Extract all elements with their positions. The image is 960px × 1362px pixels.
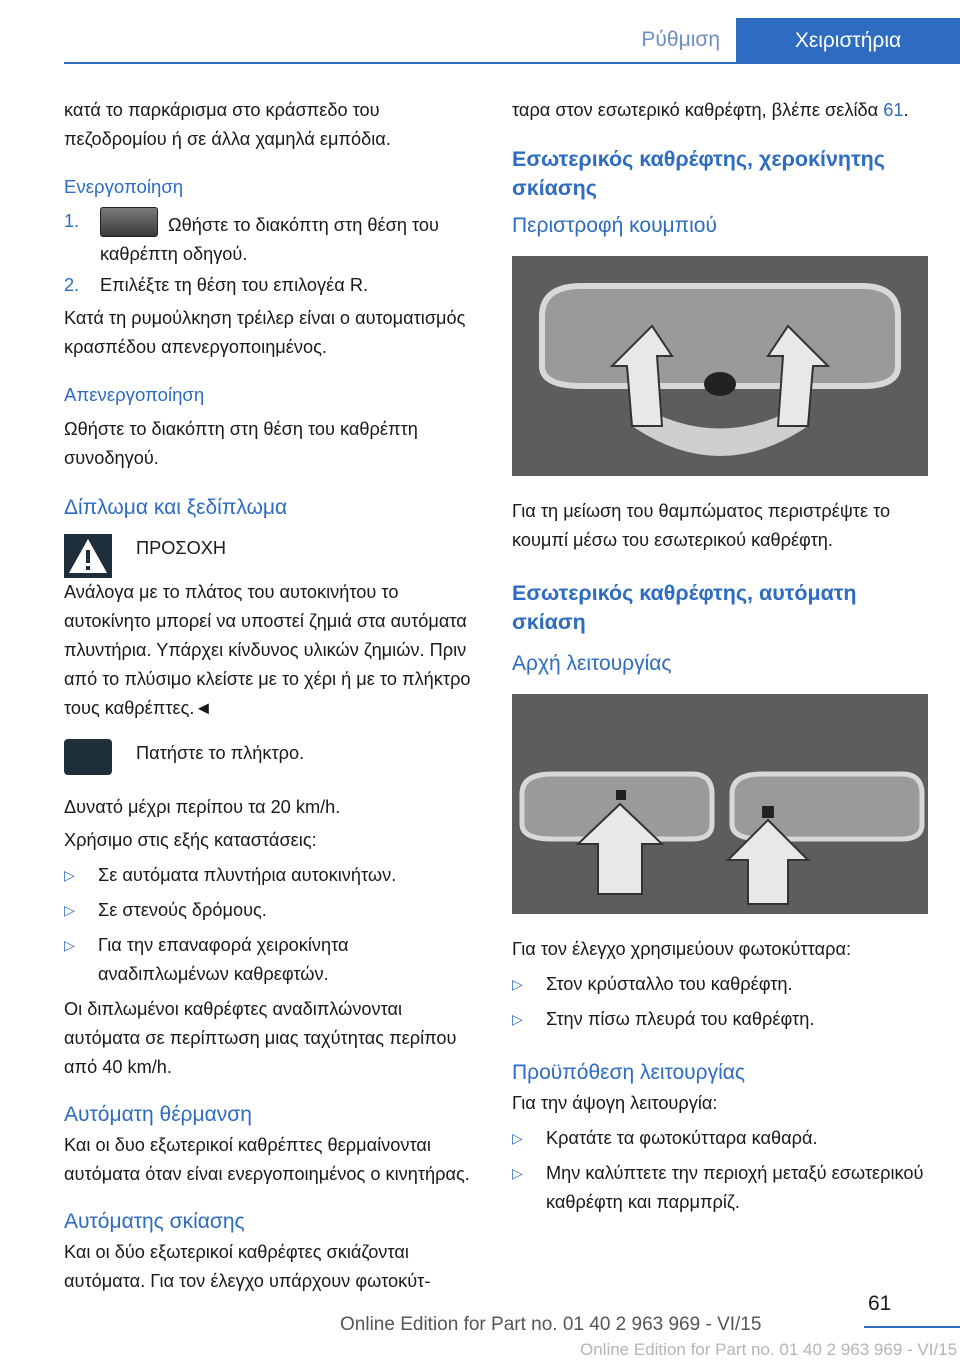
manual-mirror-title: Εσωτερικός καθρέφτης, χεροκίνητης σκίασης [512,147,885,200]
bullet-triangle-icon: ▷ [512,1011,523,1027]
bullet-triangle-icon: ▷ [64,937,75,953]
dim-text: Και οι δύο εξωτερικοί καθρέφτες σκιάζονται αυτόματα. Για τον έλεγχο υπάρχουν φωτοκύτ- [64,1242,431,1291]
continued-text-body: ταρα στον εσωτερικό καθρέφτη, βλέπε σελίδα [512,100,879,120]
fold-title: Δίπλωμα και ξεδίπλωμα [64,496,288,519]
step-2 [64,271,480,300]
deactivation-title: Απενεργοποίηση [64,384,205,405]
header-rule [64,62,960,64]
header-section: Ρύθμιση [641,28,720,51]
bullet-text: Στον κρύσταλλο του καθρέφτη. [546,974,793,994]
bullet-text: Μην καλύπτετε την περιοχή μεταξύ εσωτερικού καθρέφτη και παρμπρίζ. [546,1163,924,1212]
step-1-number: 1. [64,211,80,231]
bullet-item [64,896,480,925]
activation-title: Ενεργοποίηση [64,176,184,197]
bullet-triangle-icon: ▷ [512,976,523,992]
page-link[interactable]: 61 [883,100,904,120]
auto-mirror-title: Εσωτερικός καθρέφτης, αυτόματη σκίαση [512,581,857,634]
right-column [512,96,932,1217]
warning-text: Ανάλογα με το πλάτος του αυτοκινήτου το αυτοκίνητο μπορεί να υποστεί ζημιά στα αυτόματα πλυντήρια. Υπάρχει κίνδυνος υλικών ζημιών. Πριν από το πλύσιμο κλείστε με το χέρι ή με το πλήκτρο τους καθρέπτες.◄ [64,582,471,718]
left-column [64,96,480,1296]
bullet-item [64,931,480,989]
useful-in-text: Χρήσιμο στις εξής καταστάσεις: [64,830,317,850]
bullet-triangle-icon: ▷ [64,867,75,883]
mirror-switch-icon [100,207,158,237]
deactivation-text: Ωθήστε το διακόπτη στη θέση του καθρέπτη συνοδηγού. [64,419,418,468]
bullet-triangle-icon: ▷ [64,902,75,918]
press-key-row [64,739,480,775]
bullet-text: Για την επαναφορά χειροκίνητα αναδιπλωμένων καθρεφτών. [98,935,349,984]
bullet-text: Κρατάτε τα φωτοκύτταρα καθαρά. [546,1128,818,1148]
fold-auto-text: Οι διπλωμένοι καθρέφτες αναδιπλώνονται αυτόματα σε περίπτωση μιας ταχύτητας περίπου από 40 km/h. [64,999,457,1077]
step-2-number: 2. [64,275,80,295]
bullet-triangle-icon: ▷ [512,1130,523,1146]
bullet-item [512,970,932,999]
bullet-text: Σε αυτόματα πλυντήρια αυτοκινήτων. [98,865,397,885]
bullet-item [512,1159,932,1217]
page-number: 61 [868,1292,892,1315]
bullet-item [512,1005,932,1034]
knob-text: Για τη μείωση του θαμπώματος περιστρέψτε το κουμπί μέσω του εσωτερικού καθρέφτη. [512,501,891,550]
step-1 [64,207,480,269]
warning-block [64,534,480,578]
step-1-text: Ωθήστε το διακόπτη στη θέση του καθρέπτη οδηγού. [100,215,439,264]
header-chapter-tab: Χειριστήρια [736,18,960,64]
prereq-text: Για την άψογη λειτουργία: [512,1093,718,1113]
footer-rule [864,1326,960,1328]
heat-title: Αυτόματη θέρμανση [64,1103,252,1126]
intro-text: κατά το παρκάρισμα στο κράσπεδο του πεζοδρομίου ή σε άλλα χαμηλά εμπόδια. [64,100,391,149]
sensors-text: Για τον έλεγχο χρησιμεύουν φωτοκύτταρα: [512,939,852,959]
watermark: Online Edition for Part no. 01 40 2 963 969 - VI/15 [580,1340,958,1359]
mirror-sensors-image [512,694,928,914]
trailer-note: Κατά τη ρυμούλκηση τρέιλερ είναι ο αυτοματισμός κρασπέδου απενεργοποιημένος. [64,308,466,357]
bullet-text: Σε στενούς δρόμους. [98,900,267,920]
bullet-triangle-icon: ▷ [512,1165,523,1181]
heat-text: Και οι δυο εξωτερικοί καθρέπτες θερμαίνονται αυτόματα όταν είναι ενεργοποιημένος ο κινητήρας. [64,1135,470,1184]
warning-title: ΠΡΟΣΟΧΗ [136,538,227,558]
continued-text: ταρα στον εσωτερικό καθρέφτη, βλέπε σελίδα 61. [512,100,909,120]
warning-icon [64,534,112,578]
knob-title: Περιστροφή κουμπιού [512,214,717,237]
dim-title: Αυτόματης σκίασης [64,1210,245,1233]
mirror-knob-image [512,256,928,476]
edition-line: Online Edition for Part no. 01 40 2 963 969 - VI/15 [340,1314,762,1335]
mirror-fold-key-icon [64,739,112,775]
press-key-text: Πατήστε το πλήκτρο. [136,743,305,763]
bullet-text: Στην πίσω πλευρά του καθρέφτη. [546,1009,815,1029]
prereq-title: Προϋπόθεση λειτουργίας [512,1061,746,1084]
speed-limit-text: Δυνατό μέχρι περίπου τα 20 km/h. [64,797,341,817]
bullet-item [512,1124,932,1153]
principle-title: Αρχή λειτουργίας [512,652,672,675]
bullet-item [64,861,480,890]
step-2-text: Επιλέξτε τη θέση του επιλογέα R. [100,275,369,295]
